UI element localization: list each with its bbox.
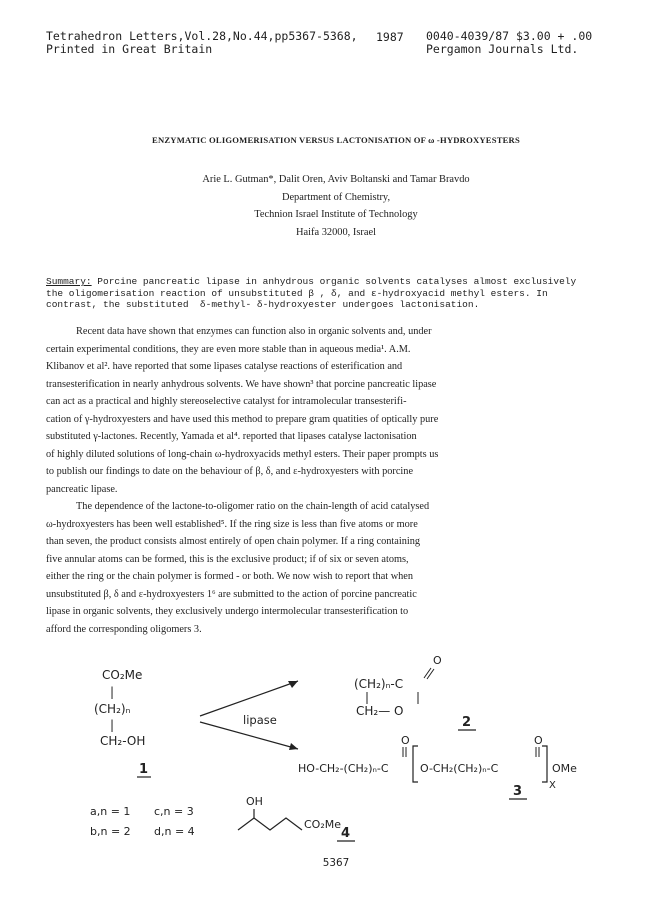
paragraph-line: certain experimental conditions, they are even more stable than in aqueous media¹. A.M. [46, 343, 411, 355]
summary-line: the oligomerisation reaction of unsubstituted β , δ, and ε-hydroxyacid methyl esters. In [46, 287, 548, 299]
issn-block [426, 30, 592, 56]
compound-3-carbonyl-o: O [534, 734, 543, 747]
compound-4-skeleton [238, 818, 302, 830]
paragraph-line: can act as a practical and highly stereoselective catalyst for intramolecular transesterifi- [46, 396, 407, 407]
paragraph-line: transesterification in nearly anhydrous solvents. We have shown³ that porcine pancreatic lipase [46, 378, 437, 390]
compound-2-chain: (CH₂)ₙ-C [354, 677, 404, 691]
variant-label: c,n = 3 [154, 805, 194, 818]
compound-1-terminal: CH₂-OH [100, 734, 146, 748]
citation-line: Tetrahedron Letters,Vol.28,No.44,pp5367-5368, [46, 29, 358, 43]
author-block [0, 171, 672, 241]
reaction-arrows [200, 681, 298, 750]
paragraph-line: to publish our findings to date on the behaviour of β, δ, and ε-hydroxyesters with porcine [46, 466, 414, 477]
paragraph-line: Klibanov et al². have reported that some lipases catalyse reactions of esterification and [46, 361, 403, 372]
affiliation-line: Haifa 32000, Israel [296, 226, 376, 238]
paragraph-line: lipase in organic solvents, they exclusively undergo intermolecular transesterification to [46, 606, 409, 617]
compound-3-open-bracket [413, 746, 418, 782]
compound-1-bond: | [110, 685, 115, 699]
variant-legend [90, 805, 195, 838]
summary-label: Summary: [46, 276, 92, 287]
paragraph-line: of highly diluted solutions of long-chain ω-hydroxyacids methyl esters. Their paper prompts us [46, 448, 439, 460]
journal-citation [46, 30, 358, 56]
compound-1-structure [94, 668, 151, 777]
compound-3-carbonyl-o: O [401, 734, 410, 747]
paragraph-line: pancreatic lipase. [46, 483, 118, 495]
compound-2-structure [354, 654, 476, 730]
paragraph-line: Recent data have shown that enzymes can function also in organic solvents and, under [76, 326, 432, 337]
reaction-scheme [60, 648, 620, 858]
compound-2-number: 2 [462, 715, 472, 730]
author-names: Arie L. Gutman*, Dalit Oren, Aviv Boltanski and Tamar Bravdo [202, 174, 470, 185]
paragraph-line: than seven, the product consists almost entirely of open chain polymer. If a ring containing [46, 536, 421, 547]
paragraph-line: unsubstituted β, δ and ε-hydroxyesters 1⁶ are submitted to the action of porcine pancreatic [46, 588, 417, 600]
compound-3-number: 3 [513, 784, 523, 799]
paragraph-line: afford the corresponding oligomers 3. [46, 623, 202, 635]
paragraph-line: The dependence of the lactone-to-oligomer ratio on the chain-length of acid catalysed [76, 501, 430, 512]
paragraph-line: either the ring or the chain polymer is formed - or both. We now wish to report that when [46, 571, 414, 582]
affiliation-line: Technion Israel Institute of Technology [254, 209, 418, 220]
compound-2-ring-bottom: CH₂— O [356, 704, 404, 718]
compound-3-subscript: X [549, 780, 556, 791]
compound-4-structure [238, 795, 355, 841]
compound-4-hydroxyl: OH [246, 795, 263, 808]
paragraph-line: ω-hydroxyesters has been well established⁵. If the ring size is less than five atoms or more [46, 518, 418, 530]
publication-year: 1987 [376, 30, 404, 44]
publisher: Pergamon Journals Ltd. [426, 42, 579, 56]
variant-label: d,n = 4 [154, 825, 195, 838]
variant-label: a,n = 1 [90, 805, 131, 818]
article-title: ENZYMATIC OLIGOMERISATION VERSUS LACTONISATION OF ω -HYDROXYESTERS [152, 135, 520, 145]
compound-3-structure [298, 734, 577, 799]
summary-block [46, 276, 626, 311]
summary-line [46, 276, 626, 288]
arrow-label-lipase: lipase [243, 713, 277, 727]
compound-3-repeat: O-CH₂(CH₂)ₙ-C [420, 762, 499, 775]
body-text [46, 323, 628, 638]
variant-label: b,n = 2 [90, 825, 131, 838]
compound-3-head: HO-CH₂-(CH₂)ₙ-C [298, 762, 389, 775]
arrow-to-lactone [200, 681, 298, 716]
page-number: 5367 [322, 857, 350, 869]
summary-line: contrast, the substituted δ-methyl- δ-hydroxyester undergoes lactonisation. [46, 299, 480, 310]
compound-2-carbonyl-o: O [433, 654, 442, 667]
compound-3-tail: OMe [552, 762, 577, 775]
printed-in-line: Printed in Great Britain [46, 42, 213, 56]
compound-1-ester: CO₂Me [102, 668, 143, 682]
compound-3-close-bracket [542, 746, 547, 782]
compound-1-bond: | [110, 718, 115, 732]
compound-1-number: 1 [139, 762, 149, 777]
paragraph-line: five annular atoms can be formed, this is the exclusive product; if of six or seven atoms, [46, 553, 409, 565]
paragraph-line: substituted γ-lactones. Recently, Yamada et al⁴. reported that lipases catalyse lactonisation [46, 431, 417, 442]
issn-price: 0040-4039/87 $3.00 + .00 [426, 29, 593, 43]
arrow-head-icon [289, 743, 298, 750]
compound-1-chain: (CH₂)ₙ [94, 702, 131, 716]
summary-text: Porcine pancreatic lipase in anhydrous organic solvents catalyses almost exclusively [91, 276, 577, 287]
compound-4-number: 4 [341, 826, 351, 841]
scheme-drawing [60, 648, 620, 858]
paragraph-line: cation of γ-hydroxyesters and have used this method to prepare gram quatities of optically pure [46, 413, 439, 425]
affiliation-line: Department of Chemistry, [281, 191, 391, 203]
compound-4-ester: CO₂Me [304, 818, 342, 831]
